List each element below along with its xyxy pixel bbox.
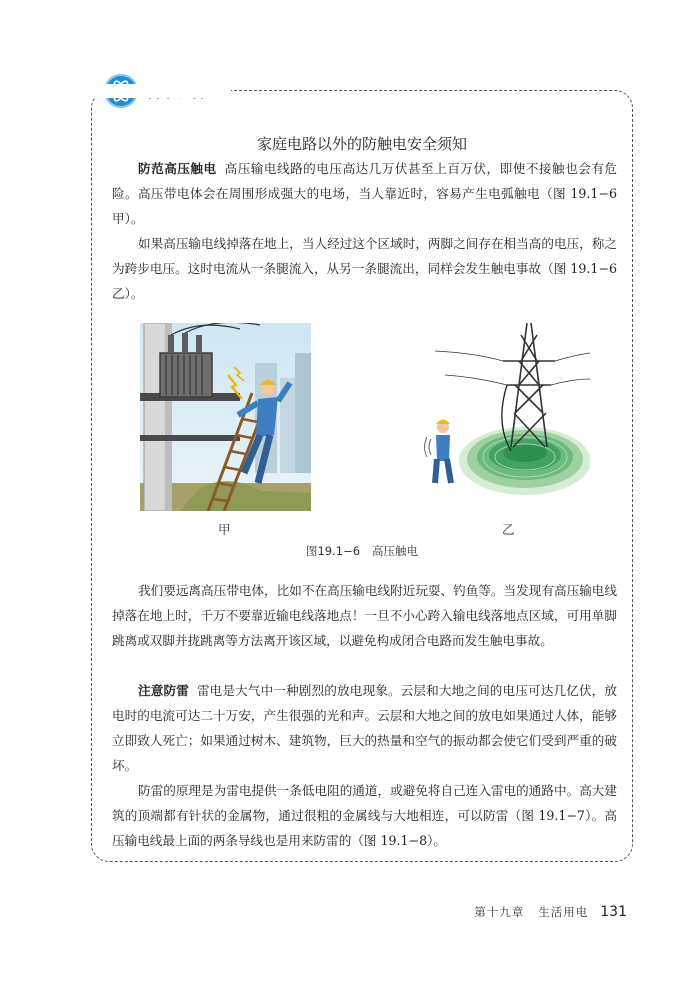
paragraph-text: 如果高压输电线掉落在地上，当人经过这个区域时，两脚之间存在相当高的电压，称之为跨步电压。这时电流从一条腿流入，从另一条腿流出，同样会发生触电事故（图 19.1−6 乙）。 (112, 236, 617, 301)
paragraph-lead: 注意防雷 (138, 683, 189, 698)
paragraph-lightning (112, 678, 617, 778)
figure-left-label: 甲 (218, 522, 231, 537)
paragraph-text: 我们要远离高压带电体，比如不在高压输电线附近玩耍、钓鱼等。当发现有高压输电线掉落在地上时，千万不要靠近输电线落地点！一旦不小心跨入输电线落地点区域，可用单脚跳离或双脚并拢跳离等方法离开该区域，以避免构成闭合电路而发生触电事故。 (112, 583, 617, 648)
chapter-number: 第十九章 (474, 905, 525, 919)
paragraph-text: 雷电是大气中一种剧烈的放电现象。云层和大地之间的电压可达几亿伏，放电时的电流可达二十万安，产生很强的光和声。云层和大地之间的放电如果通过人体，能够立即致人死亡；如果通过树木、建筑物，巨大的热量和空气的振动都会使它们受到严重的破坏。 (112, 683, 618, 773)
figure-caption (91, 543, 633, 559)
figure-right-label: 乙 (502, 522, 515, 537)
page-footer (474, 904, 627, 920)
figure-arc-shock (140, 323, 311, 511)
figure-step-voltage (415, 323, 590, 503)
figure-caption-number: 图19.1−6 (305, 544, 361, 558)
paragraph-lightning-protection (112, 778, 617, 853)
paragraph-stay-away (112, 578, 617, 653)
chapter-name: 生活用电 (538, 905, 589, 919)
box-border-gap (91, 84, 231, 98)
page-number: 131 (600, 904, 627, 920)
paragraph-step-voltage (112, 231, 617, 306)
paragraph-text: 防雷的原理是为雷电提供一条低电阻的通道，或避免将自己连入雷电的通路中。高大建筑的顶端都有针状的金属物，通过很粗的金属线与大地相连，可以防雷（图 19.1−7）。高压输电线最上面的两条导线也是用来防雷的（图 19.1−8）。 (112, 783, 617, 848)
step-voltage-illustration (415, 323, 590, 503)
paragraph-high-voltage (112, 156, 617, 231)
paragraph-text: 高压输电线路的电压高达几万伏甚至上百万伏，即使不接触也会有危险。高压带电体会在周围形成强大的电场，当人靠近时，容易产生电弧触电（图 19.1−6 甲）。 (112, 161, 618, 226)
figure-caption-text: 高压触电 (372, 544, 419, 558)
article-title: 家庭电路以外的防触电安全须知 (256, 135, 467, 153)
paragraph-lead: 防范高压触电 (138, 161, 217, 176)
arc-shock-illustration (140, 323, 311, 511)
